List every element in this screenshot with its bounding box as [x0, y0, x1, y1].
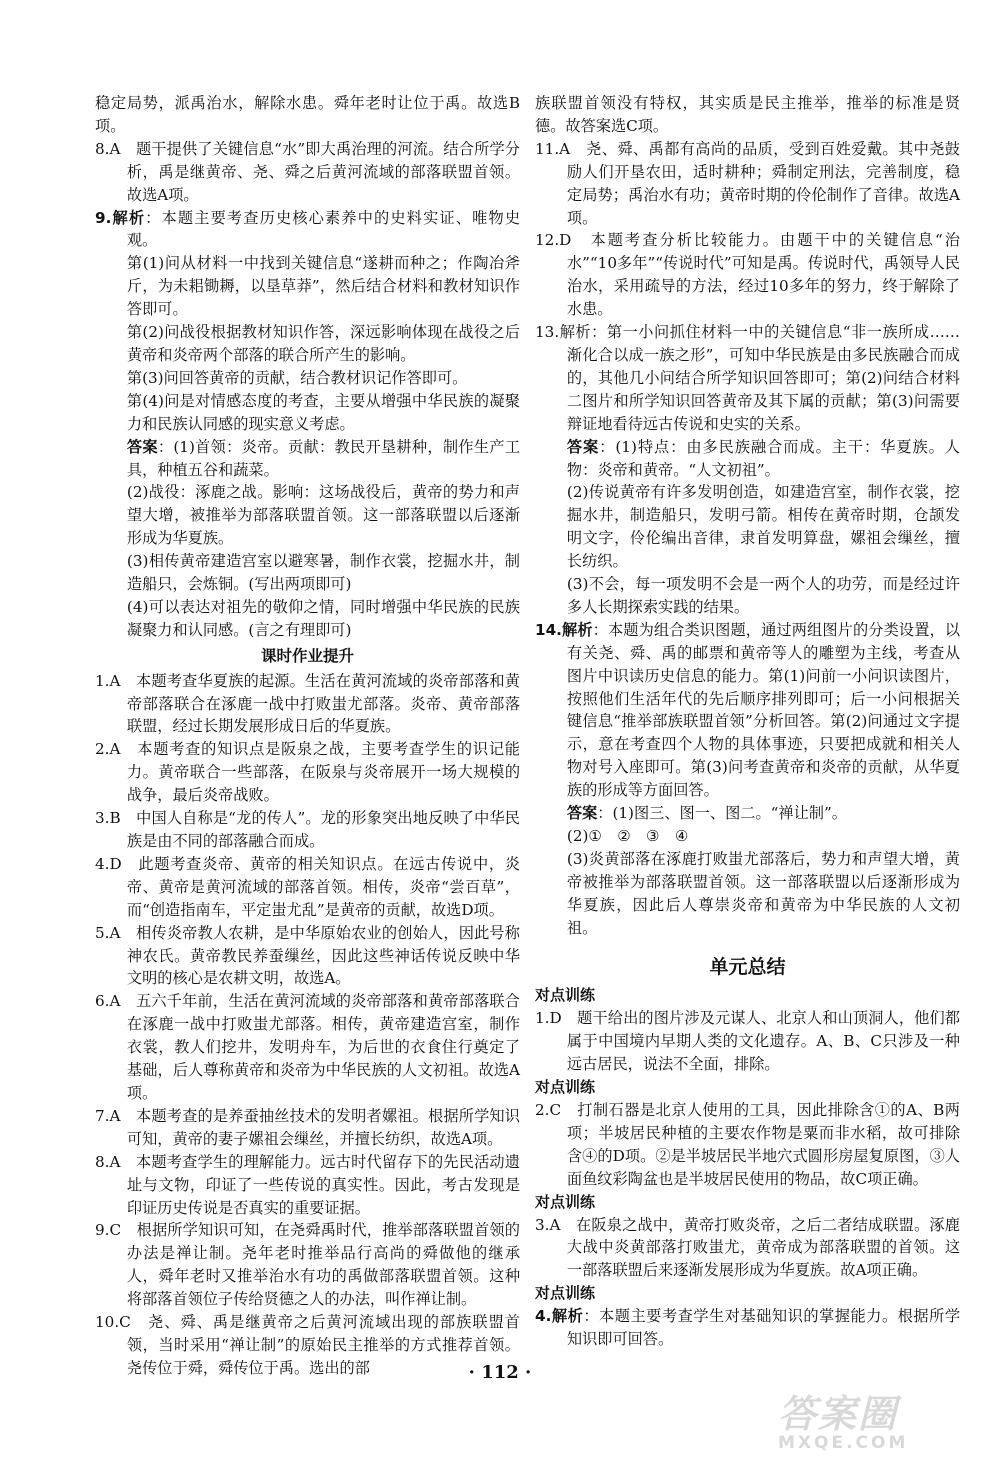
- answer-label: 14.解析: [535, 620, 593, 639]
- watermark-main: 答案圈: [778, 1392, 899, 1436]
- answer-label: 答案: [566, 437, 600, 456]
- subsection-heading: 对点训练: [535, 1078, 596, 1097]
- answer-text: (3)相传黄帝建造宫室以避寒暑，制作衣裳，挖掘水井，制造船只，会炼铜。(写出两项即可): [126, 552, 520, 594]
- answer-text: (4)可以表达对祖先的敬仰之情，同时增强中华民族的民族凝聚力和认同感。(言之有理即可): [126, 597, 520, 639]
- answer-label: 4.解析: [535, 1307, 584, 1326]
- answer-text: (3)不会，每一项发明不会是一两个人的功劳，而是经过许多人长期探索实践的结果。: [566, 575, 960, 616]
- answer-paragraph: [95, 436, 520, 482]
- answer-item: [535, 138, 960, 230]
- answer-text: 10.C 尧、舜、禹是继黄帝之后黄河流域出现的部族联盟首领，当时采用“禅让制”的原始民主推举的方式推荐首领。尧传位于舜，舜传位于禹。选出的部: [95, 1313, 520, 1377]
- answer-text: (2)① ② ③ ④: [566, 827, 689, 845]
- answer-text: 第(4)问是对情感态度的考查，主要从增强中华民族的凝聚力和民族认同感的现实意义考虑。: [126, 391, 520, 433]
- answer-text: 5.A 相传炎帝教人农耕，是中华原始农业的创始人，因此号称神农氏。黄帝教民养蚕缫丝，因此这些神话传说反映中华文明的核心是农耕文明，故选A。: [95, 923, 520, 988]
- answer-text: 2.C 打制石器是北京人使用的工具，因此排除含①的A、B两项；半坡居民种植的主要农作物是粟而非水稻，故可排除含④的D项。②是半坡居民半地穴式圆形房屋复原图，③人面鱼纹彩陶盆也是半坡居民使用的物品，故C项正确。: [535, 1100, 960, 1188]
- answer-paragraph: [535, 436, 960, 482]
- answer-paragraph: [95, 252, 520, 321]
- answer-text: 7.A 本题考查的是养蚕抽丝技术的发明者嫘祖。根据所学知识可知，黄帝的妻子嫘祖会缫丝，并擅长纺织，故选A项。: [95, 1106, 520, 1148]
- answer-paragraph: [95, 550, 520, 596]
- answer-label: 9.解析: [95, 208, 146, 227]
- answer-paragraph: [535, 92, 960, 138]
- subsection-heading: 对点训练: [535, 1192, 596, 1211]
- answer-label: 答案: [566, 804, 598, 823]
- answer-item: [535, 619, 960, 802]
- left-column: [95, 92, 520, 1380]
- watermark-sub: MXQE.COM: [778, 1433, 909, 1453]
- answer-text: 12.D 本题考查分析比较能力。由题干中的关键信息“治水”“10多年”“传说时代”可知是禹。传说时代，禹领导人民治水，采用疏导的方法，经过10多年的努力，终于解除了水患。: [535, 231, 960, 319]
- answer-paragraph: [95, 596, 520, 642]
- answer-paragraph: [95, 367, 520, 390]
- answer-text: ：(1)特点：由多民族融合而成。主干：华夏族。人物：炎帝和黄帝。“人文初祖”。: [566, 437, 960, 479]
- answer-item: [535, 1007, 960, 1076]
- subsection-heading: 对点训练: [535, 1284, 596, 1303]
- answer-text: ：本题主要考查历史核心素养中的史料实证、唯物史观。: [126, 208, 521, 250]
- answer-text: ：(1)图三、图一、图二。“禅让制”。: [597, 804, 847, 823]
- answer-text: 4.D 此题考查炎帝、黄帝的相关知识点。在远古传说中，炎帝、黄帝是黄河流域的部落首领。相传，炎帝“尝百草”，而“创造指南车，平定蚩尤乱”是黄帝的贡献，故选D项。: [95, 854, 520, 919]
- answer-text: (3)炎黄部落在涿鹿打败蚩尤部落后，势力和声望大增，黄帝被推举为部落联盟首领。这一部落联盟以后逐渐形成为华夏族，因此后人尊崇炎帝和黄帝为中华民族的人文初祖。: [566, 849, 960, 937]
- answer-paragraph: [535, 825, 960, 848]
- answer-text: 族联盟首领没有特权，其实质是民主推举，推举的标准是贤德。故答案选C项。: [535, 94, 960, 135]
- right-column: [535, 92, 960, 1351]
- answer-text: (2)传说黄帝有许多发明创造，如建造宫室，制作衣裳，挖掘水井，制造船只，发明弓箭。相传在黄帝时期，仓颉发明文字，伶伦编出音律，隶首发明算盘，嫘祖会缫丝，擅长纺织。: [566, 483, 960, 571]
- subsection-heading: 对点训练: [535, 986, 596, 1005]
- page-number: · 112 ·: [468, 1362, 532, 1383]
- answer-item: [535, 229, 960, 321]
- answer-text: 第(1)问从材料一中找到关键信息“遂耕而种之；作陶冶斧斤，为未耜锄耨，以垦草莽”，然后结合材料和教材知识作答即可。: [126, 254, 520, 319]
- answer-paragraph: [535, 573, 960, 619]
- answer-item: [95, 853, 520, 922]
- answer-text: 9.C 根据所学知识可知，在尧舜禹时代，推举部落联盟首领的办法是禅让制。尧年老时推举品行高尚的舜做他的继承人，舜年老时又推举治水有功的禹做部落联盟首领。这种将部落首领位子传给贤德之人的办法，叫作禅让制。: [95, 1221, 520, 1309]
- answer-text: 3.A 在阪泉之战中，黄帝打败炎帝，之后二者结成联盟。涿鹿大战中炎黄部落打败蚩尤，黄帝成为部落联盟的首领。这一部落联盟后来逐渐发展形成为华夏族。故A项正确。: [535, 1215, 960, 1280]
- answer-item: [535, 321, 960, 436]
- answer-text: 1.A 本题考查华夏族的起源。生活在黄河流域的炎帝部落和黄帝部落联合在涿鹿一战中打败蚩尤部落。炎帝、黄帝部落联盟，经过长期发展形成日后的华夏族。: [95, 671, 520, 736]
- answer-item: [535, 1305, 960, 1351]
- unit-heading: 单元总结: [709, 955, 786, 978]
- answer-text: 第(3)问回答黄帝的贡献，结合教材识记作答即可。: [126, 368, 468, 387]
- answer-text: 1.D 题干给出的图片涉及元谋人、北京人和山顶洞人，他们都属于中国境内早期人类的文化遗存。A、B、C只涉及一种远古居民，说法不全面，排除。: [535, 1009, 960, 1074]
- answer-text: (2)战役：涿鹿之战。影响：这场战役后，黄帝的势力和声望大增，被推举为部落联盟首领。这一部落联盟以后逐渐形成为华夏族。: [126, 483, 520, 548]
- answer-item: [535, 1214, 960, 1283]
- answer-item: [95, 207, 520, 253]
- answer-text: 6.A 五六千年前，生活在黄河流域的炎帝部落和黄帝部落联合在涿鹿一战中打败蚩尤部落。相传，黄帝建造宫室，制作衣裳，教人们挖井，发明舟车，为后世的衣食住行奠定了基础，后人尊称黄帝和炎帝为中华民族的人文初祖。故选A项。: [95, 992, 520, 1102]
- watermark-logo: [778, 1392, 978, 1457]
- section-heading: 课时作业提升: [260, 646, 354, 665]
- answer-paragraph: [535, 481, 960, 573]
- answer-item: [95, 670, 520, 739]
- answer-item: [95, 738, 520, 807]
- answer-paragraph: [535, 848, 960, 940]
- answer-paragraph: [535, 802, 960, 825]
- answer-text: 稳定局势，派禹治水，解除水患。舜年老时让位于禹。故选B项。: [95, 94, 520, 135]
- answer-text: 8.A 题干提供了关键信息“水”即大禹治理的河流。结合所学分析，禹是继黄帝、尧、舜之后黄河流域的部落联盟首领。故选A项。: [95, 139, 520, 204]
- answer-text: ：本题主要考查学生对基础知识的掌握能力。根据所学知识即可回答。: [566, 1307, 961, 1349]
- answer-text: 2.A 本题考查的知识点是阪泉之战，主要考查学生的识记能力。黄帝联合一些部落，在阪泉与炎帝展开一场大规模的战争，最后炎帝战败。: [95, 740, 520, 805]
- answer-item: [95, 1151, 520, 1220]
- answer-item: [95, 990, 520, 1105]
- answer-paragraph: [95, 481, 520, 550]
- answer-item: [535, 1099, 960, 1191]
- answer-item: [95, 807, 520, 853]
- answer-label: 答案: [126, 437, 158, 456]
- answer-item: [95, 922, 520, 991]
- answer-item: [95, 1219, 520, 1311]
- answer-text: 3.B 中国人自称是“龙的传人”。龙的形象突出地反映了中华民族是由不同的部落融合而成。: [95, 809, 520, 850]
- answer-text: 第(2)问战役根据教材知识作答，深远影响体现在战役之后黄帝和炎帝两个部落的联合所产生的影响。: [126, 323, 520, 364]
- answer-item: [95, 138, 520, 207]
- answer-paragraph: [95, 92, 520, 138]
- answer-text: ：(1)首领：炎帝。贡献：教民开垦耕种，制作生产工具，种植五谷和蔬菜。: [126, 437, 521, 479]
- answer-paragraph: [95, 321, 520, 367]
- answer-text: 13.解析：第一小问抓住材料一中的关键信息“非一族所成……渐化合以成一族之形”，可知中华民族是由多民族融合而成的，其他几小问结合所学知识回答即可；第(2)问结合材料二图片和所学知识回答黄帝及其下属的贡献；第(3)问需要辩证地看待远古传说和史实的关系。: [535, 323, 960, 433]
- answer-text: 11.A 尧、舜、禹都有高尚的品质，受到百姓爱戴。其中尧鼓励人们开垦农田，适时耕种；舜制定刑法，完善制度，稳定局势；禹治水有功；黄帝时期的伶伦制作了音律。故选A项。: [535, 139, 960, 227]
- answer-text: ：本题为组合类识图题，通过两组图片的分类设置，以有关尧、舜、禹的邮票和黄帝等人的雕塑为主线，考查从图片中识读历史信息的能力。第(1)问前一小问识读图片，按照他们生活年代的先后顺序排列即可；后一小问根据关键信息“推举部族联盟首领”分析回答。第(2)问通过文字提示，意在考查四个人物的具体事迹，只要把成就和相关人物对号入座即可。第(3)问考查黄帝和炎帝的贡献，从华夏族的形成等方面回答。: [566, 620, 961, 800]
- answer-item: [95, 1105, 520, 1151]
- answer-text: 8.A 本题考查学生的理解能力。远古时代留存下的先民活动遗址与文物，印证了一些传说的真实性。因此，考古发现是印证历史传说是否真实的重要证据。: [95, 1152, 520, 1217]
- answer-paragraph: [95, 390, 520, 436]
